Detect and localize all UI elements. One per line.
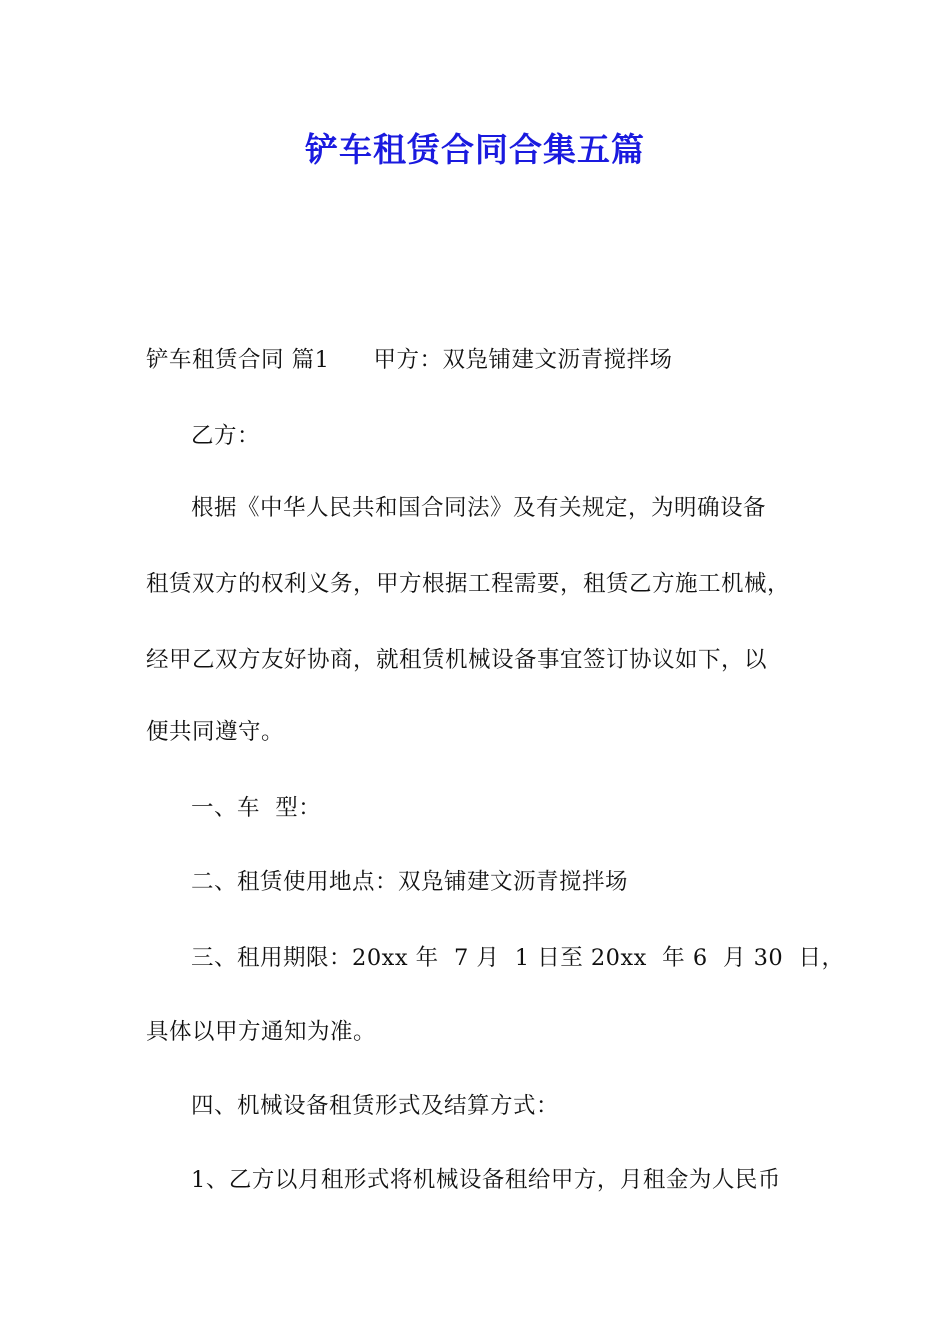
paragraph-line: 便共同遵守。 xyxy=(146,719,285,745)
paragraph-line: 具体以甲方通知为准。 xyxy=(146,1019,377,1045)
paragraph-line: 根据《中华人民共和国合同法》及有关规定，为明确设备 xyxy=(191,495,767,521)
clause-term: 三、租用期限：20xx 年 7 月 1 日至 20xx 年 6 月 30 日， xyxy=(191,945,845,971)
clause-vehicle-type: 一、车 型： xyxy=(191,795,322,821)
clause-location: 二、租赁使用地点：双凫铺建文沥青搅拌场 xyxy=(191,869,629,895)
contract-heading: 铲车租赁合同 篇1 xyxy=(146,347,330,373)
paragraph-line: 经甲乙双方友好协商，就租赁机械设备事宜签订协议如下，以 xyxy=(146,647,768,673)
paragraph-line: 租赁双方的权利义务，甲方根据工程需要，租赁乙方施工机械， xyxy=(146,571,791,597)
clause-settlement: 四、机械设备租赁形式及结算方式： xyxy=(191,1093,560,1119)
party-a-label: 甲方：双凫铺建文沥青搅拌场 xyxy=(373,347,673,373)
party-b-line: 乙方： xyxy=(191,423,261,449)
clause-item-1: 1、乙方以月租形式将机械设备租给甲方，月租金为人民币 xyxy=(191,1167,781,1193)
document-title: 铲车租赁合同合集五篇 xyxy=(305,130,645,169)
contract-heading-line xyxy=(146,344,672,376)
